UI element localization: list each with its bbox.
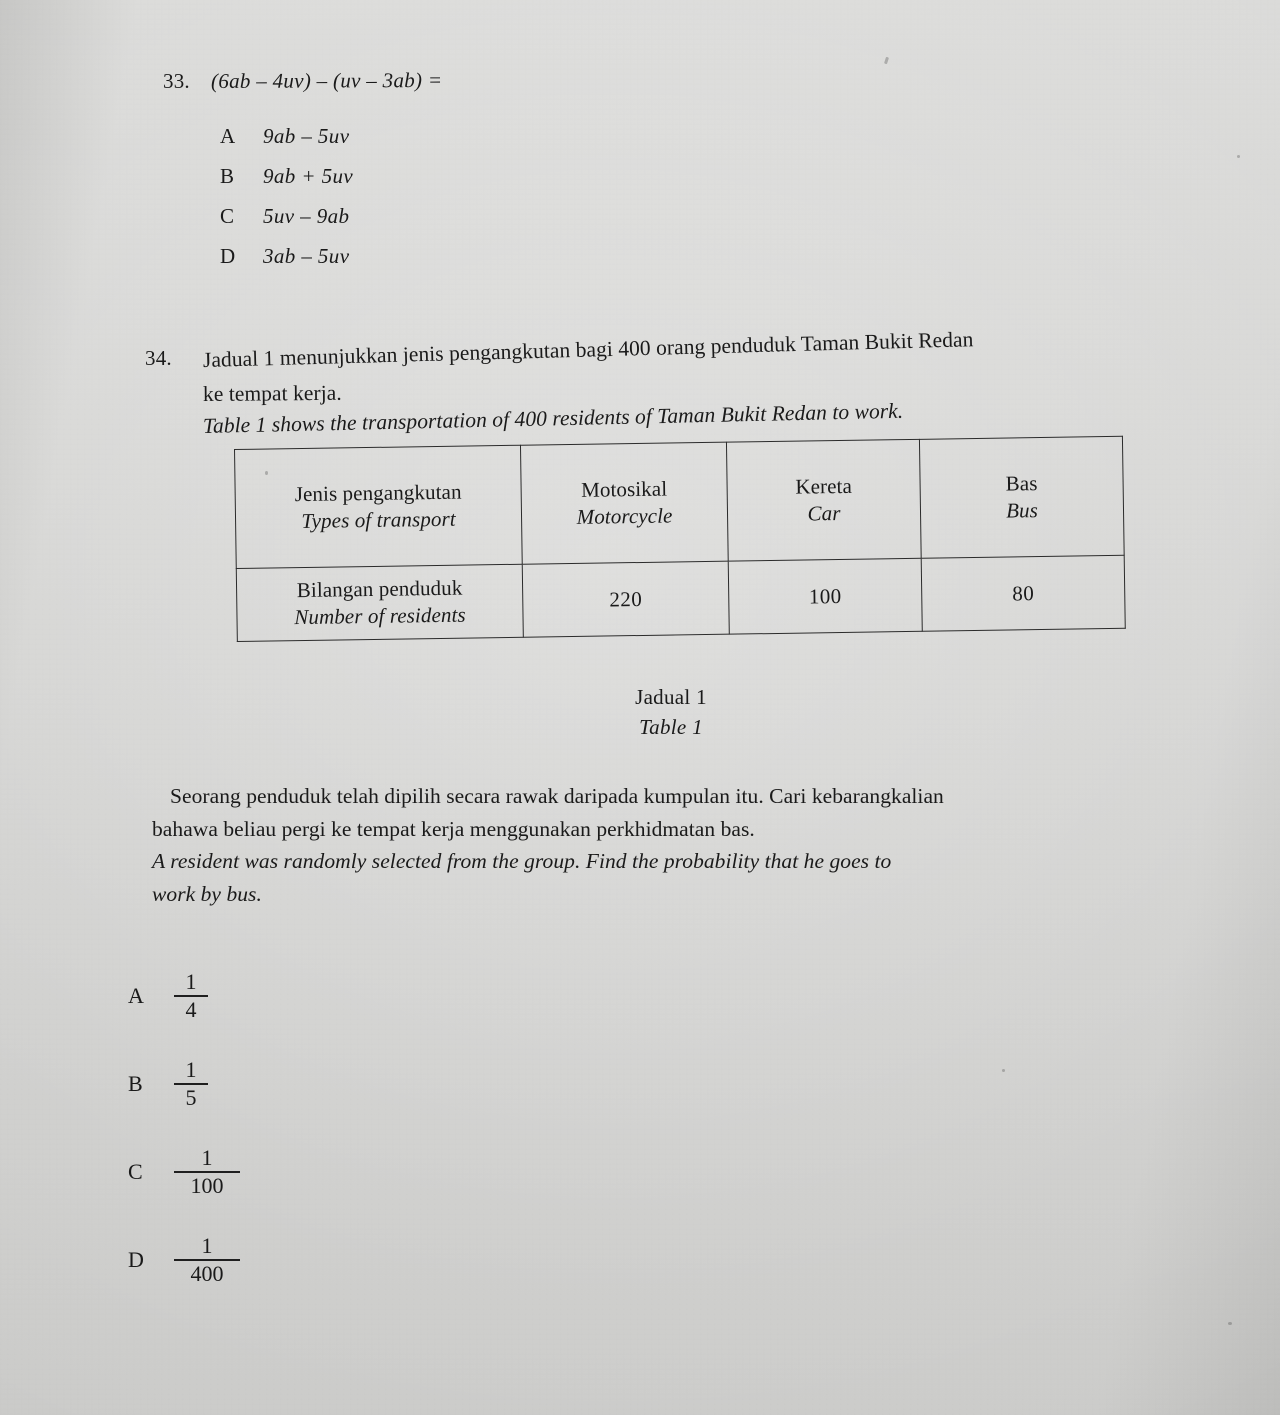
header-label-my: Kereta	[795, 473, 853, 499]
table-1-container	[234, 436, 1121, 642]
header-label-en: Types of transport	[301, 506, 456, 534]
table-header-cell-car	[726, 439, 921, 561]
table-value-bus	[921, 555, 1125, 631]
question-34-options	[128, 952, 240, 1304]
question-34-body-my-line-2: bahawa beliau pergi ke tempat kerja menggunakan perkhidmatan bas.	[152, 816, 755, 841]
question-34-stem-row	[145, 327, 1255, 443]
question-33-option-d[interactable]	[220, 244, 763, 269]
paper-speck	[884, 57, 889, 65]
fraction-one-hundredth	[174, 1146, 240, 1198]
table-header-cell-bus	[919, 436, 1124, 558]
question-34-option-b[interactable]	[128, 1040, 240, 1128]
table-caption-my: Jadual 1	[635, 685, 707, 709]
table-caption	[0, 682, 1280, 743]
table-value-car	[728, 558, 922, 634]
question-34-body	[152, 780, 1222, 911]
paper-speck	[1002, 1069, 1005, 1072]
question-33-option-c[interactable]	[220, 204, 763, 229]
table-row-label-residents	[236, 564, 523, 641]
question-34-number: 34.	[145, 346, 172, 370]
question-34-stem-my-line-1: Jadual 1 menunjukkan jenis pengangkutan bagi 400 orang penduduk Taman Bukit Redan	[202, 327, 974, 372]
table-value-motorcycle	[522, 561, 729, 637]
value-text: 100	[808, 583, 842, 608]
fraction-numerator: 1	[185, 969, 197, 995]
question-34-stem-en-line-1: Table 1 shows the transportation of 400 residents of Taman Bukit Redan to work.	[202, 398, 904, 439]
option-letter: A	[220, 124, 236, 149]
fraction-numerator: 1	[201, 1233, 213, 1259]
option-letter: B	[128, 1071, 143, 1096]
option-letter: C	[128, 1159, 143, 1184]
question-33-number: 33.	[163, 69, 190, 93]
row-label-en: Number of residents	[294, 602, 466, 630]
fraction-denominator: 100	[190, 1173, 224, 1198]
question-34-body-en-line-2: work by bus.	[152, 882, 262, 907]
fraction-numerator: 1	[201, 1145, 213, 1171]
value-text: 220	[609, 586, 643, 611]
fraction-denominator: 400	[190, 1261, 224, 1286]
fraction-one-quarter	[174, 970, 208, 1022]
header-label-en: Car	[807, 501, 841, 526]
question-34	[145, 327, 1255, 443]
fraction-one-four-hundredth	[174, 1234, 240, 1286]
fraction-numerator: 1	[185, 1057, 197, 1083]
option-text: 9ab + 5uv	[263, 164, 354, 189]
question-34-body-en-line-1: A resident was randomly selected from the group. Find the probability that he goes to	[152, 849, 892, 874]
option-letter: D	[128, 1247, 145, 1272]
option-letter: C	[220, 204, 235, 229]
question-33-stem-row	[163, 68, 763, 94]
table-value-row	[236, 555, 1125, 641]
question-34-option-d[interactable]	[128, 1216, 240, 1304]
value-text: 80	[1012, 580, 1035, 605]
question-33-options	[220, 124, 763, 269]
header-label-my: Jenis pengangkutan	[294, 479, 462, 506]
header-label-en: Motorcycle	[576, 503, 673, 529]
option-text: 3ab – 5uv	[263, 244, 350, 269]
option-text: 5uv – 9ab	[263, 204, 350, 229]
question-34-body-my-line-1: Seorang penduduk telah dipilih secara rawak daripada kumpulan itu. Cari kebarangkalian	[170, 784, 944, 808]
row-label-my: Bilangan penduduk	[296, 575, 463, 602]
transport-data-table	[234, 436, 1126, 642]
header-label-my: Bas	[1005, 470, 1038, 496]
question-33-expression: (6ab – 4uv) – (uv – 3ab) =	[210, 67, 443, 93]
question-34-stem-lines	[202, 327, 1255, 443]
header-label-my: Motosikal	[580, 476, 668, 502]
option-letter: B	[220, 164, 235, 189]
paper-speck	[1237, 155, 1240, 158]
fraction-denominator: 4	[185, 997, 197, 1022]
question-34-option-a[interactable]	[128, 952, 240, 1040]
table-caption-en: Table 1	[639, 715, 703, 740]
question-33-option-b[interactable]	[220, 164, 763, 189]
header-label-en: Bus	[1005, 498, 1039, 523]
fraction-denominator: 5	[185, 1085, 197, 1110]
question-33	[163, 68, 763, 284]
question-33-option-a[interactable]	[220, 124, 763, 149]
option-letter: D	[220, 244, 236, 269]
table-header-cell-motorcycle	[520, 442, 728, 564]
question-34-stem-my-line-2: ke tempat kerja.	[202, 380, 342, 406]
table-header-row	[235, 436, 1125, 568]
option-text: 9ab – 5uv	[263, 124, 350, 149]
fraction-one-fifth	[174, 1058, 208, 1110]
paper-speck	[1228, 1322, 1232, 1325]
option-letter: A	[128, 983, 145, 1008]
question-34-option-c[interactable]	[128, 1128, 240, 1216]
table-header-cell-types	[235, 445, 523, 568]
